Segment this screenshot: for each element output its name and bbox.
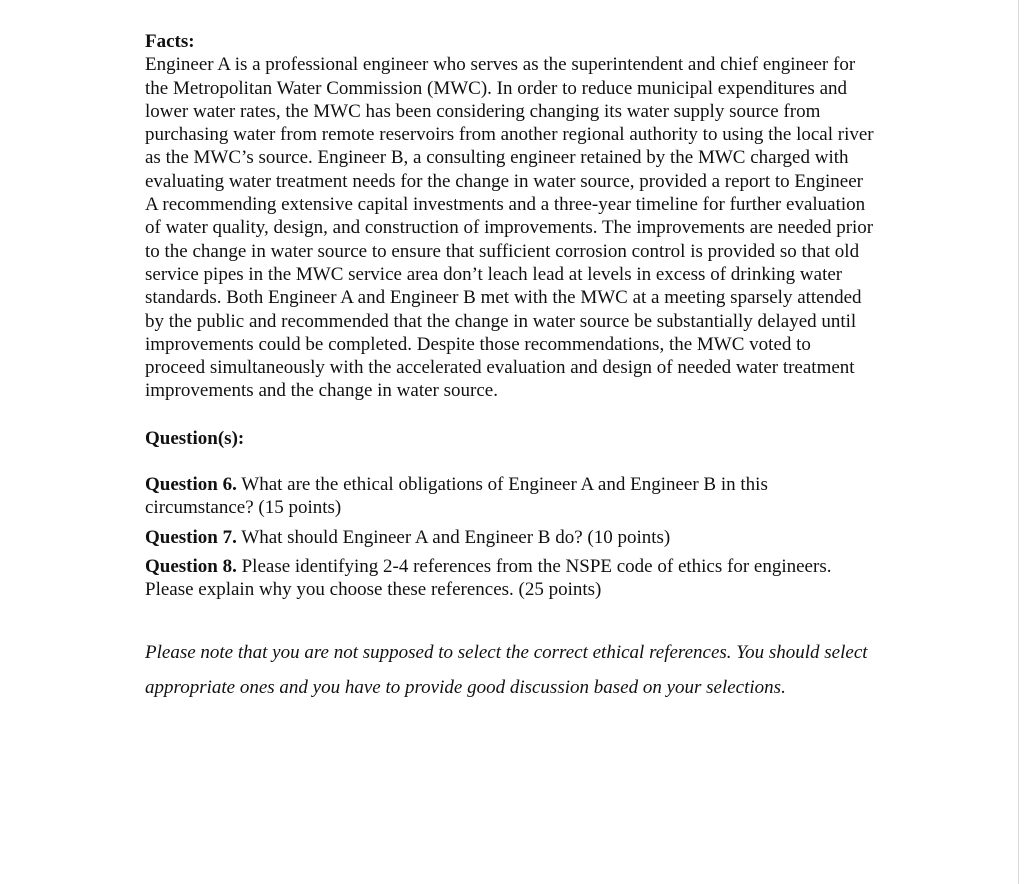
document-content	[145, 30, 875, 724]
question-8-label: Question 8.	[145, 555, 237, 577]
question-7-label: Question 7.	[145, 526, 237, 548]
facts-paragraph: Engineer A is a professional engineer who serves as the superintendent and chief engineer for the Metropolitan Water Commission (MWC). In order to reduce municipal expenditures and lower water rates, the MWC has been considering changing its water supply source from purchasing water from remote reservoirs from another regional authority to using the local river as the MWC’s source. Engineer B, a consulting engineer retained by the MWC charged with evaluating water treatment needs for the change in water source, provided a report to Engineer A recommending extensive capital investments and a three-year timeline for further evaluation of water quality, design, and construction of improvements. The improvements are needed prior to the change in water source to ensure that sufficient corrosion control is provided so that old service pipes in the MWC service area don’t leach lead at levels in excess of drinking water standards. Both Engineer A and Engineer B met with the MWC at a meeting sparsely attended by the public and recommended that the change in water source be substantially delayed until improvements could be completed. Despite those recommendations, the MWC voted to proceed simultaneously with the accelerated evaluation and design of needed water treatment improvements and the change in water source.	[145, 54, 874, 402]
question-6-text: What are the ethical obligations of Engineer A and Engineer B in this circumstance? (15 points)	[145, 474, 768, 519]
facts-heading: Facts:	[145, 31, 195, 52]
question-6-label: Question 6.	[145, 474, 237, 496]
question-6	[145, 473, 875, 520]
question-8	[145, 555, 875, 602]
question-8-text: Please identifying 2-4 references from the NSPE code of ethics for engineers. Please explain why you choose these references. (25 points)	[145, 555, 832, 601]
question-7	[145, 526, 875, 549]
questions-heading: Question(s):	[145, 427, 245, 449]
instruction-note: Please note that you are not supposed to select the correct ethical references. You should select appropriate ones and you have to provide good discussion based on your selections.	[145, 641, 868, 698]
question-7-text: What should Engineer A and Engineer B do? (10 points)	[236, 526, 671, 548]
